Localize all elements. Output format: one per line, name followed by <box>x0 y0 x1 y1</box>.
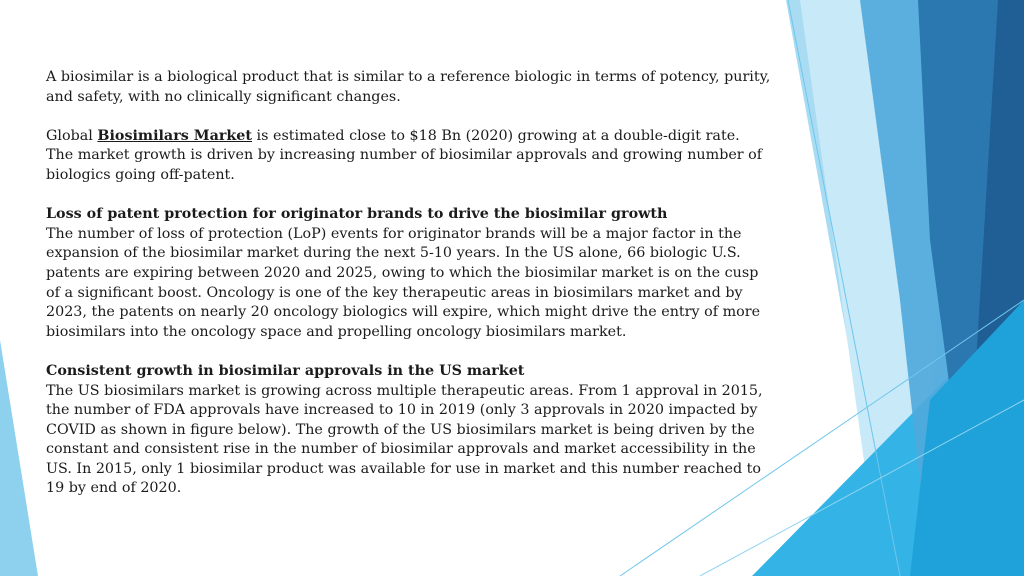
biosimilars-market-link[interactable]: Biosimilars Market <box>97 127 252 144</box>
market-prefix: Global <box>46 127 98 144</box>
market-suffix: is estimated close to $18 Bn (2020) growing at a double-digit rate. The market growth is driven by increasing number of biosimilar approvals and growing number of biologics going off-patent. <box>46 127 763 183</box>
market-paragraph <box>46 127 771 186</box>
intro-paragraph: A biosimilar is a biological product that is similar to a reference biologic in terms of potency, purity, and safety, with no clinically significant changes. <box>46 69 771 105</box>
left-edge-shape <box>0 340 38 576</box>
section-approvals <box>46 362 771 499</box>
section-approvals-heading: Consistent growth in biosimilar approvals in the US market <box>46 362 525 379</box>
section-patent-heading: Loss of patent protection for originator brands to drive the biosimilar growth <box>46 206 668 223</box>
section-patent <box>46 205 771 342</box>
section-approvals-body: The US biosimilars market is growing across multiple therapeutic areas. From 1 approval in 2015, the number of FDA approvals have increased to 10 in 2019 (only 3 approvals in 2020 impacted by COVID as shown in figure below). The growth of the US biosimilars market is being driven by the constant and consistent rise in the number of biosimilar approvals and market accessibility in the US. In 2015, only 1 biosimilar product was available for use in market and this number reached to 19 by end of 2020. <box>46 382 763 497</box>
slide-text-body <box>46 68 771 519</box>
section-patent-body: The number of loss of protection (LoP) events for originator brands will be a major factor in the expansion of the biosimilar market during the next 5-10 years. In the US alone, 66 biologic U.S. patents are expiring between 2020 and 2025, owing to which the biosimilar market is on the cusp of a significant boost. Oncology is one of the key therapeutic areas in biosimilars market and by 2023, the patents on nearly 20 oncology biologics will expire, which might drive the entry of more biosimilars into the oncology space and propelling oncology biosimilars market. <box>46 225 761 340</box>
